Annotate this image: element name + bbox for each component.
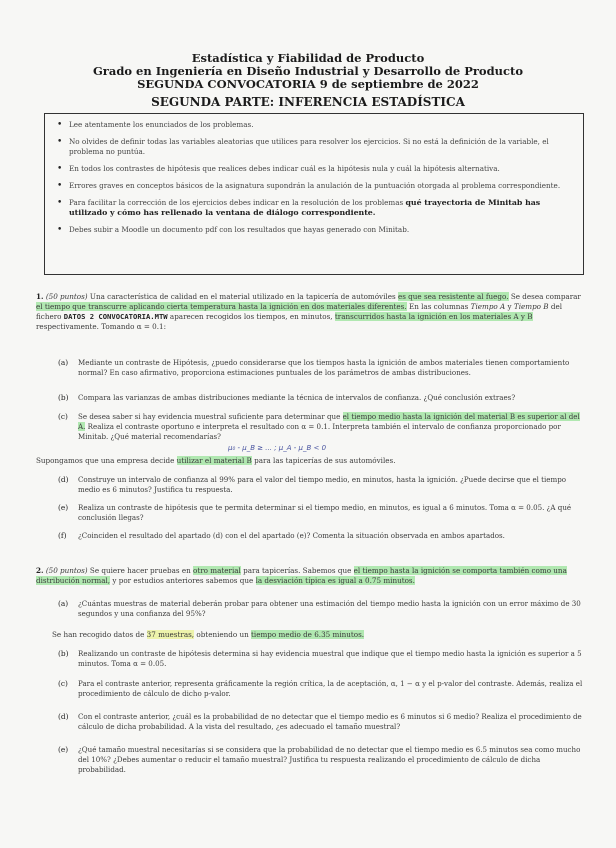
problem-2-item-e: ¿Qué tamaño muestral necesitarías si se considera que la probabilidad de no detectar que el tiempo medio es 6.5 minutos sea como mucho del 10%? ¿Debes aumentar o reducir el tamaño muestral? Justifica tu respuesta realizando el procedimiento de cálculo de dicha probabilidad. bbox=[78, 745, 581, 774]
problem-2-mid bbox=[52, 630, 584, 640]
item-label: (e) bbox=[58, 745, 69, 754]
item-label: (b) bbox=[58, 393, 69, 402]
problem-1-text: respectivamente. Tomando α = 0.1: bbox=[36, 322, 167, 331]
item-label: (a) bbox=[58, 599, 69, 608]
mid-text: Supongamos que una empresa decide bbox=[36, 456, 175, 465]
problem-1-text: En las columnas bbox=[408, 302, 469, 311]
problem-2-item-c: Para el contraste anterior, representa gráficamente la región crítica, la de aceptación, α, 1 − α y el p-valor del contraste. Además, realiza el procedimiento de cálculo de dicho p-valor. bbox=[78, 679, 583, 698]
mid-text: obteniendo un bbox=[196, 630, 249, 639]
highlight: utilizar el material B bbox=[176, 456, 252, 465]
item-label: (d) bbox=[58, 475, 69, 484]
problem-1-item-d: Construye un intervalo de confianza al 99% para el valor del tiempo medio, en minutos, hasta la ignición. ¿Puede decirse que el tiempo medio es 6 minutos? Justifica tu respuesta. bbox=[78, 475, 567, 494]
problem-1-intro bbox=[36, 292, 584, 332]
highlight: otro material bbox=[193, 566, 241, 575]
item-label: (b) bbox=[58, 649, 69, 658]
problem-2-text: Se quiere hacer pruebas en bbox=[89, 566, 191, 575]
problem-2-intro bbox=[36, 566, 584, 586]
part-title: SEGUNDA PARTE: INFERENCIA ESTADÍSTICA bbox=[151, 95, 465, 109]
column-name: Tiempo B bbox=[513, 302, 549, 311]
problem-1-item-f: ¿Coinciden el resultado del apartado (d) con el del apartado (e)? Comenta la situación observada en ambos apartados. bbox=[78, 531, 505, 540]
mid-text: para las tapicerías de sus automóviles. bbox=[254, 456, 396, 465]
problem-1-points: (50 puntos) bbox=[45, 292, 88, 301]
instruction-text: Para facilitar la corrección de los ejercicios debes indicar en la resolución de los problemas bbox=[69, 198, 404, 207]
course-title: Estadística y Fiabilidad de Producto bbox=[191, 51, 425, 65]
problem-2-number: 2. bbox=[36, 566, 44, 575]
item-label: (e) bbox=[58, 503, 69, 512]
problem-1-text: aparecen recogidos los tiempos, en minutos, bbox=[169, 312, 333, 321]
exam-header bbox=[0, 52, 616, 109]
problem-2-item-d: Con el contraste anterior, ¿cuál es la probabilidad de no detectar que el tiempo medio es 6 minutos si 6 medio? Realiza el procedimiento de cálculo de dicha probabilidad. A la vista del resultado, ¿es adecuado el tamaño muestral? bbox=[78, 712, 582, 731]
instructions-list bbox=[55, 120, 573, 235]
highlight: la desviación típica es igual a 0.75 minutos. bbox=[255, 576, 415, 585]
highlight: tiempo medio de 6.35 minutos. bbox=[251, 630, 365, 639]
instruction-item: • Errores graves en conceptos básicos de la asignatura supondrán la anulación de la puntuación otorgada al problema correspondiente. bbox=[69, 181, 573, 191]
item-label: (a) bbox=[58, 358, 69, 367]
problem-1-number: 1. bbox=[36, 292, 44, 301]
item-text: Realiza el contraste oportuno e interpreta el resultado con α = 0.1. Interpreta también el intervalo de confianza proporcionado por Minitab. ¿Qué material recomendarías? bbox=[78, 422, 561, 441]
problem-2-text: para tapicerías. Sabemos que bbox=[243, 566, 352, 575]
instruction-item: • Lee atentamente los enunciados de los problemas. bbox=[69, 120, 573, 130]
file-name: DATOS 2 CONVOCATORIA.MTW bbox=[63, 312, 168, 321]
problem-2-item-a: ¿Cuántas muestras de material deberán probar para obtener una estimación del tiempo medio hasta la ignición con un error máximo de 30 segundos y una confianza del 95%? bbox=[78, 599, 581, 618]
problem-1-item-e: Realiza un contraste de hipótesis que te permita determinar si el tiempo medio, en minutos, es igual a 6 minutos. Toma α = 0.05. ¿A qué conclusión llegas? bbox=[78, 503, 572, 522]
highlight: es que sea resistente al fuego. bbox=[397, 292, 509, 301]
problem-1-text: Una característica de calidad en el material utilizado en la tapicería de automóviles bbox=[89, 292, 396, 301]
problem-2-points: (50 puntos) bbox=[45, 566, 88, 575]
item-text: Se desea saber si hay evidencia muestral suficiente para determinar que bbox=[78, 412, 341, 421]
column-name: Tiempo A bbox=[470, 302, 506, 311]
highlight: el tiempo hasta la ignición se comporta también como una distribución normal, bbox=[36, 566, 567, 585]
item-label: (f) bbox=[58, 531, 67, 540]
degree-title: Grado en Ingeniería en Diseño Industrial y Desarrollo de Producto bbox=[92, 64, 523, 78]
exam-date: SEGUNDA CONVOCATORIA 9 de septiembre de 2022 bbox=[137, 77, 479, 91]
highlight: 37 muestras, bbox=[146, 630, 195, 639]
problem-1-text: del fichero bbox=[36, 302, 563, 321]
problem-1-mid bbox=[36, 456, 584, 466]
handwritten-note: μ₀ - μ_B ≥ ... ; μ_A - μ_B < 0 bbox=[228, 444, 327, 452]
highlight: el tiempo medio hasta la ignición del material B es superior al del A. bbox=[78, 412, 580, 431]
instructions-box bbox=[44, 113, 584, 275]
instruction-item bbox=[69, 198, 573, 218]
highlight: transcurridos hasta la ignición en los materiales A y B bbox=[334, 312, 533, 321]
item-label: (c) bbox=[58, 412, 68, 421]
instruction-item: • No olvides de definir todas las variables aleatorias que utilices para resolver los ejercicios. Si no está la definición de la variable, el problema no puntúa. bbox=[69, 137, 573, 157]
problem-1-item-a: Mediante un contraste de Hipótesis, ¿puedo considerarse que los tiempos hasta la ignición de ambos materiales tienen comportamiento normal? En caso afirmativo, proporciona estimaciones puntuales de los parámetros de ambas distribuciones. bbox=[78, 358, 570, 377]
problem-1-text: y bbox=[507, 302, 512, 311]
highlight: el tiempo que transcurre aplicando cierta temperatura hasta la ignición en dos materiales diferentes. bbox=[36, 302, 407, 311]
mid-text: Se han recogido datos de bbox=[52, 630, 145, 639]
problem-2-item-b: Realizando un contraste de hipótesis determina si hay evidencia muestral que indique que el tiempo medio hasta la ignición es superior a 5 minutos. Toma α = 0.05. bbox=[78, 649, 582, 668]
instruction-item: • En todos los contrastes de hipótesis que realices debes indicar cuál es la hipótesis nula y cuál la hipótesis alternativa. bbox=[69, 164, 573, 174]
instruction-strong-text: qué trayectoria de Minitab has utilizado y cómo has rellenado la ventana de diálogo correspondiente. bbox=[69, 198, 541, 217]
problem-1-item-c bbox=[78, 412, 584, 442]
problem-1-text: Se desea comparar bbox=[510, 292, 581, 301]
problem-1-item-b: Compara las varianzas de ambas distribuciones mediante la técnica de intervalos de confianza. ¿Qué conclusión extraes? bbox=[78, 393, 516, 402]
item-label: (c) bbox=[58, 679, 68, 688]
instruction-item: • Debes subir a Moodle un documento pdf con los resultados que hayas generado con Minitab. bbox=[69, 225, 573, 235]
item-label: (d) bbox=[58, 712, 69, 721]
problem-2-text: y por estudios anteriores sabemos que bbox=[112, 576, 254, 585]
